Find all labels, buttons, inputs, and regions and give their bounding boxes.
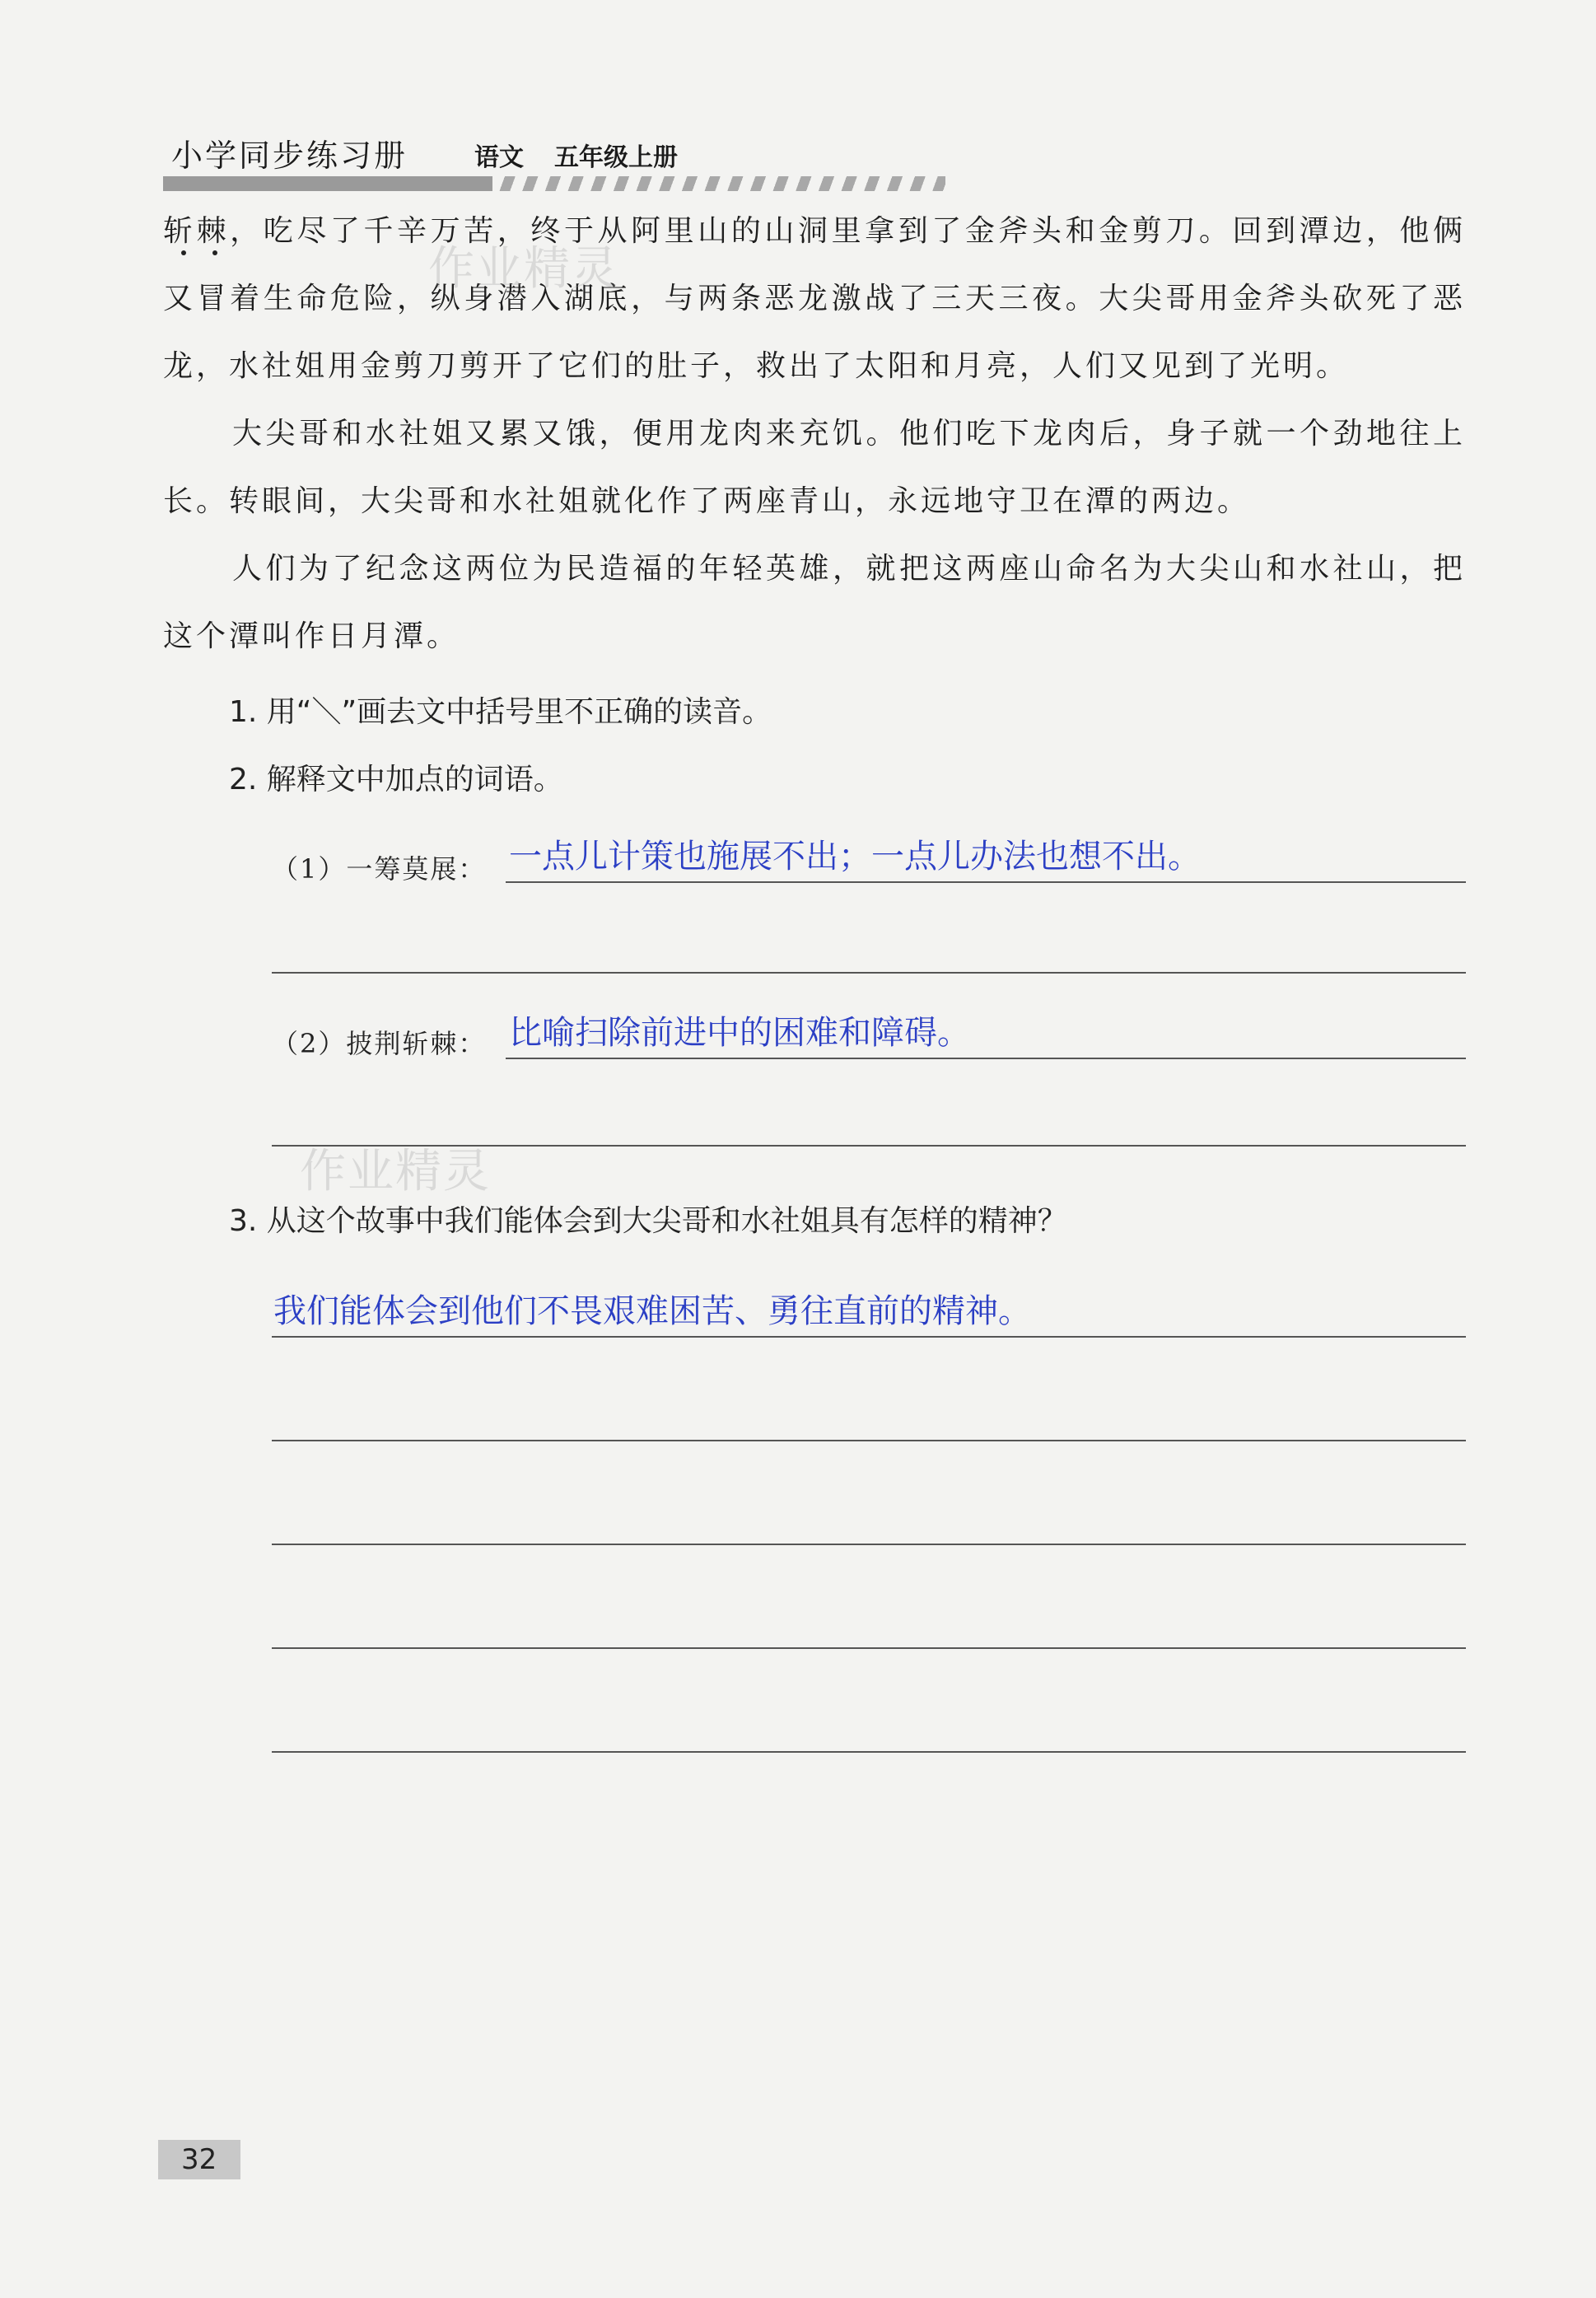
question-2-2-answer: 比喻扫除前进中的困难和障碍。	[509, 1014, 970, 1052]
answer-line	[272, 1544, 1466, 1545]
answer-line	[272, 1751, 1466, 1753]
question-2: 2. 解释文中加点的词语。	[229, 763, 563, 796]
answer-line	[506, 881, 1466, 883]
question-2-1-label: （1）一筹莫展：	[272, 853, 487, 885]
passage-paragraph-1: 斩棘，吃尽了千辛万苦，终于从阿里山的山洞里拿到了金斧头和金剪刀。回到潭边，他俩又冒着生命危险，纵身潜入湖底，与两条恶龙激战了三天三夜。大尖哥用金斧头砍死了恶龙，水社姐用金剪刀剪开了它们的肚子，救出了太阳和月亮，人们又见到了光明。	[163, 214, 1466, 383]
emphasis-dot	[181, 250, 186, 255]
answer-line	[272, 1145, 1466, 1147]
question-2-1-answer: 一点儿计策也施展不出；一点儿办法也想不出。	[509, 838, 1201, 876]
answer-line	[272, 972, 1466, 974]
question-2-2-label: （2）披荆斩棘：	[272, 1028, 487, 1059]
emphasis-dot	[212, 250, 217, 255]
passage-paragraph-2: 大尖哥和水社姐又累又饿，便用龙肉来充饥。他们吃下龙肉后，身子就一个劲地往上长。转眼间，大尖哥和水社姐就化作了两座青山，永远地守卫在潭的两边。	[163, 417, 1466, 518]
grade-label: 五年级上册	[554, 143, 678, 172]
passage-paragraph-3: 人们为了纪念这两位为民造福的年轻英雄，就把这两座山命名为大尖山和水社山，把这个潭叫作日月潭。	[163, 552, 1466, 653]
subject-label: 语文	[474, 143, 524, 172]
answer-line	[506, 1058, 1466, 1059]
book-title: 小学同步练习册	[171, 138, 408, 174]
question-1: 1. 用“＼”画去文中括号里不正确的读音。	[229, 695, 772, 729]
answer-line	[272, 1336, 1466, 1338]
answer-line	[272, 1647, 1466, 1649]
question-3-answer: 我们能体会到他们不畏艰难困苦、勇往直前的精神。	[273, 1292, 1031, 1330]
question-3: 3. 从这个故事中我们能体会到大尖哥和水社姐具有怎样的精神？	[229, 1204, 1067, 1238]
watermark: 作业精灵	[428, 242, 619, 296]
page-number: 32	[158, 2140, 240, 2179]
watermark: 作业精灵	[300, 1145, 491, 1198]
answer-line	[272, 1440, 1466, 1441]
header-decor-bar	[163, 176, 945, 191]
